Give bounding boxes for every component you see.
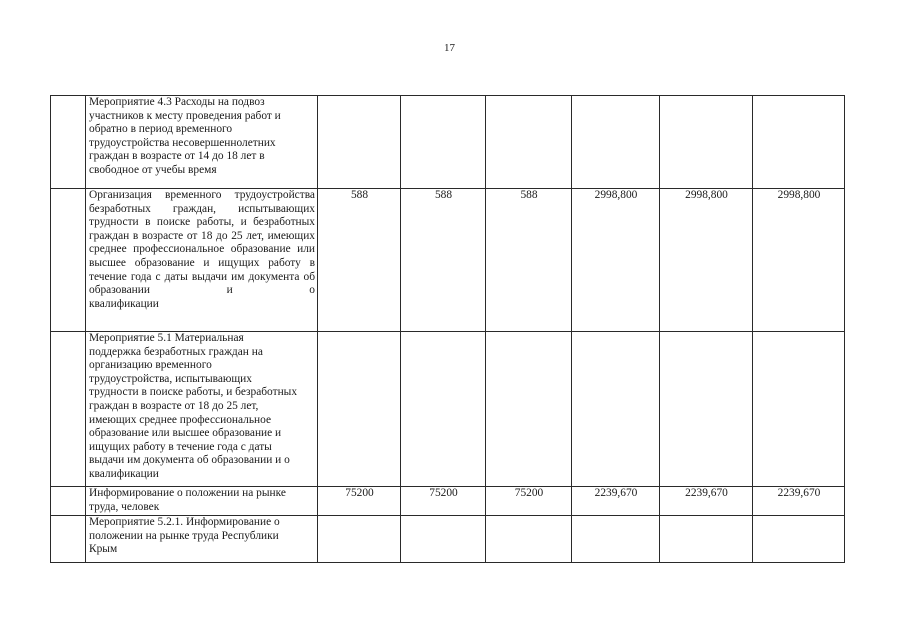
description-cell: Мероприятие 5.1 Материальная поддержка безработных граждан на организацию временного трудоустройства, испытывающих трудности в поиске работы, и безработных граждан в возрасте от 18 до 25 лет, имеющих среднее профессиональное образование или высшее образование и ищущих работу в течение года с даты выдачи им документа об образовании и о квалификации	[86, 332, 318, 487]
value-cell: 2998,800	[572, 189, 660, 332]
value-cell	[660, 332, 753, 487]
table-row	[51, 332, 845, 487]
value-cell	[486, 332, 572, 487]
value-cell: 2239,670	[753, 487, 845, 516]
table-row	[51, 487, 845, 516]
value-cell	[572, 516, 660, 563]
row-index-cell	[51, 487, 86, 516]
value-cell: 588	[486, 189, 572, 332]
value-cell	[318, 516, 401, 563]
value-cell	[660, 96, 753, 189]
row-index-cell	[51, 189, 86, 332]
value-cell	[753, 332, 845, 487]
value-cell	[486, 516, 572, 563]
data-table	[50, 95, 845, 563]
table-row	[51, 189, 845, 332]
description-cell	[86, 189, 318, 332]
value-cell	[486, 96, 572, 189]
row-index-cell	[51, 96, 86, 189]
value-cell: 75200	[401, 487, 486, 516]
value-cell: 75200	[486, 487, 572, 516]
value-cell: 588	[401, 189, 486, 332]
value-cell: 2239,670	[572, 487, 660, 516]
description-cell: Мероприятие 5.2.1. Информирование о положении на рынке труда Республики Крым	[86, 516, 318, 563]
value-cell	[401, 332, 486, 487]
page-number: 17	[444, 42, 455, 54]
value-cell	[401, 96, 486, 189]
value-cell	[572, 96, 660, 189]
value-cell	[318, 332, 401, 487]
row-index-cell	[51, 332, 86, 487]
table-row	[51, 516, 845, 563]
description-text-last: квалификации	[89, 297, 159, 310]
value-cell: 588	[318, 189, 401, 332]
value-cell: 2998,800	[753, 189, 845, 332]
value-cell: 75200	[318, 487, 401, 516]
value-cell	[753, 96, 845, 189]
row-index-cell	[51, 516, 86, 563]
description-cell: Мероприятие 4.3 Расходы на подвоз участников к месту проведения работ и обратно в период временного трудоустройства несовершеннолетних граждан в возрасте от 14 до 18 лет в свободное от учебы время	[86, 96, 318, 189]
table-row	[51, 96, 845, 189]
value-cell: 2239,670	[660, 487, 753, 516]
value-cell: 2998,800	[660, 189, 753, 332]
value-cell	[318, 96, 401, 189]
value-cell	[660, 516, 753, 563]
value-cell	[401, 516, 486, 563]
description-cell: Информирование о положении на рынке труда, человек	[86, 487, 318, 516]
value-cell	[572, 332, 660, 487]
value-cell	[753, 516, 845, 563]
description-text: Организация временного трудоустройства безработных граждан, испытывающих трудности в поиске работы, и безработных граждан в возрасте от 18 до 25 лет, имеющих среднее профессиональное образование или высшее образование и ищущих работу в течение года с даты выдачи им документа об образовании и о	[89, 189, 315, 297]
